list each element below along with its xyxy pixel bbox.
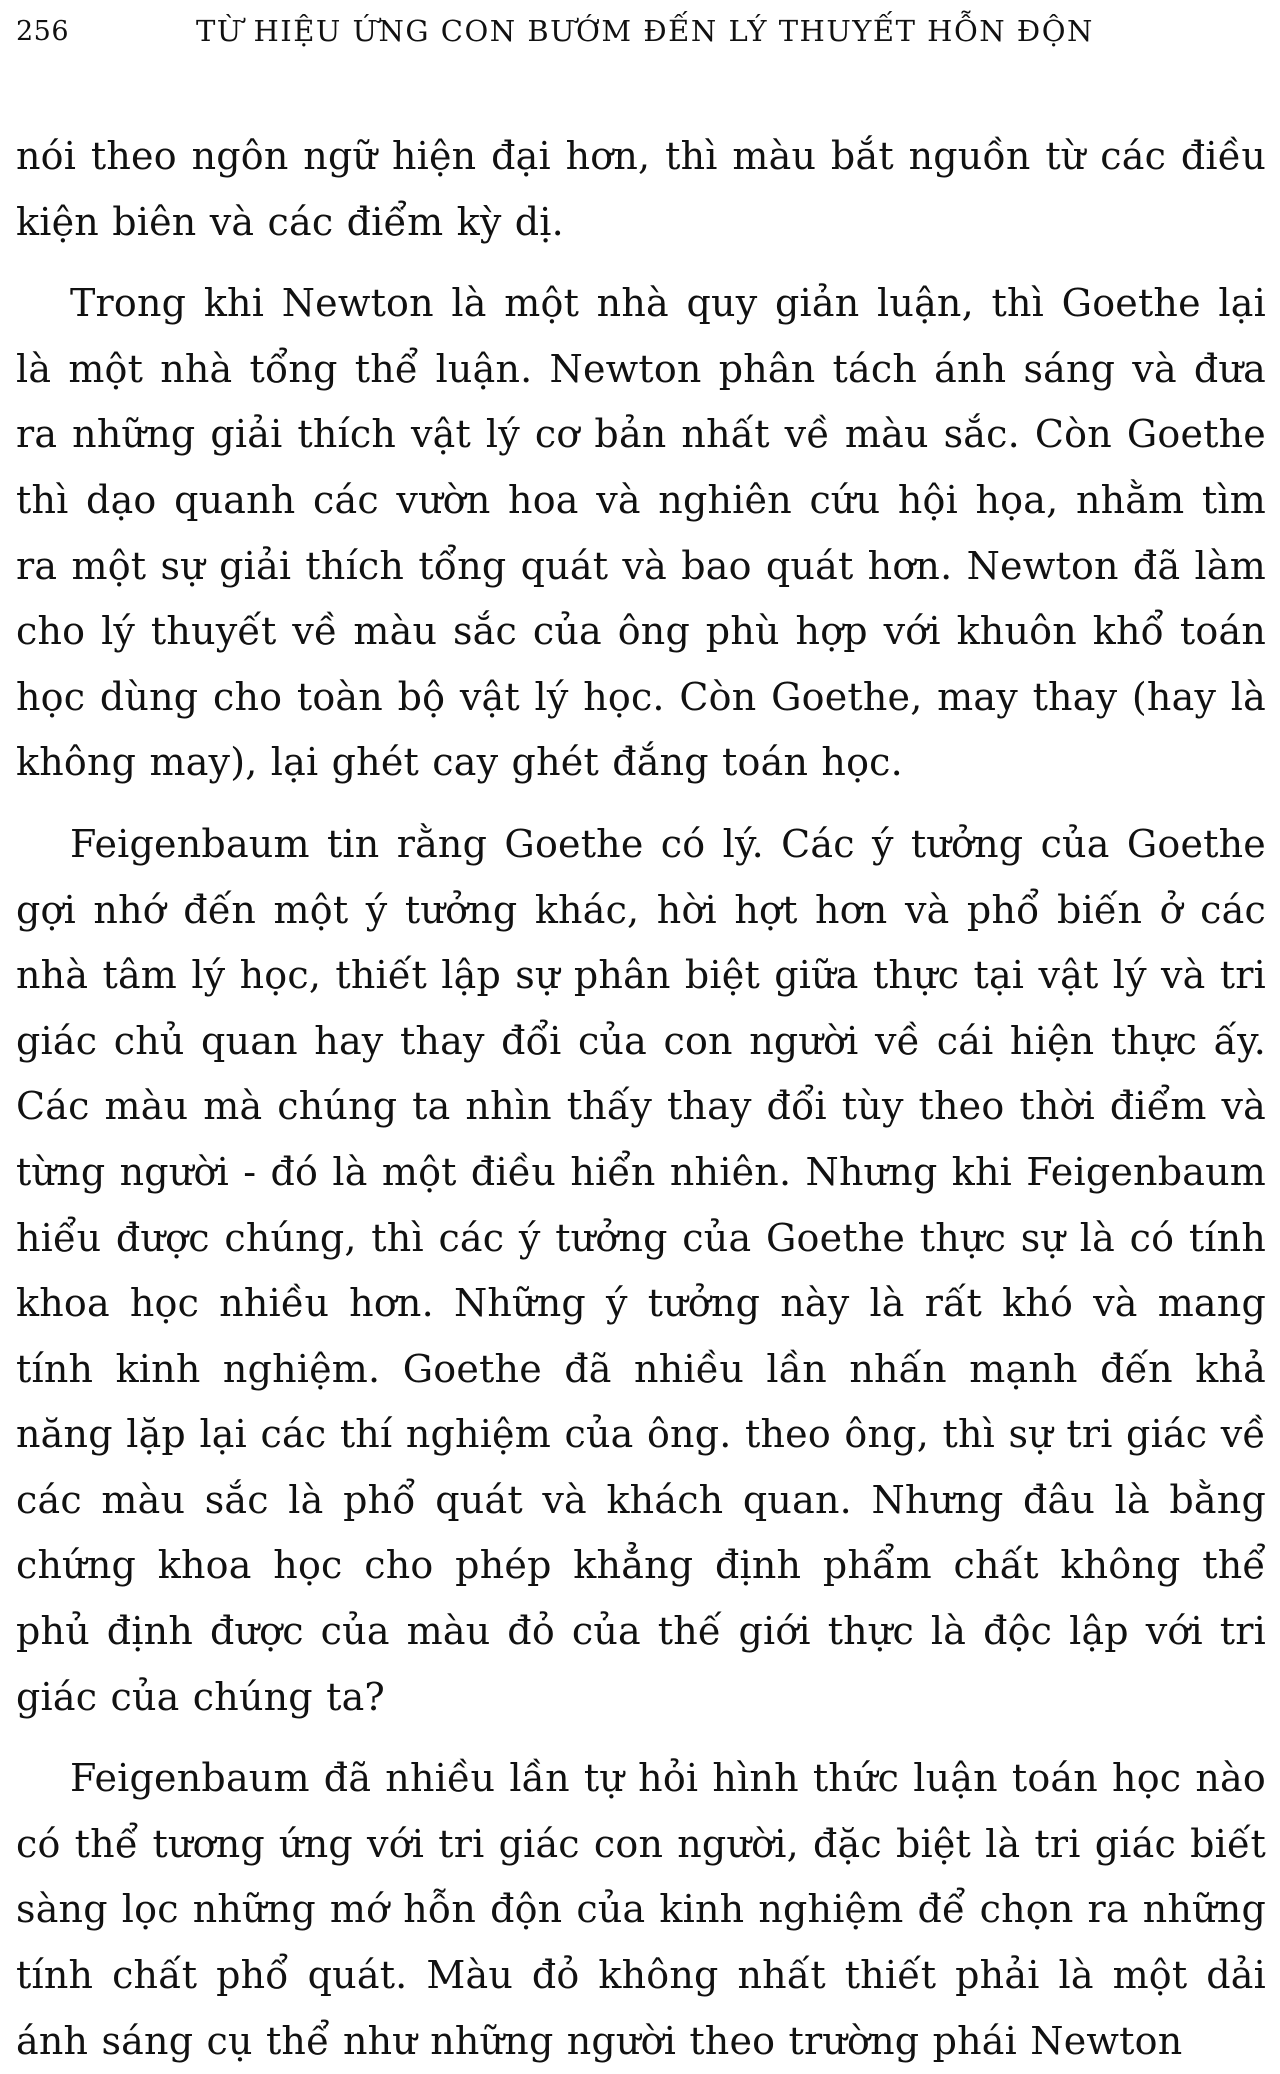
running-title: TỪ HIỆU ỨNG CON BƯỚM ĐẾN LÝ THUYẾT HỖN ĐỘN	[196, 14, 1094, 48]
paragraph: Feigenbaum tin rằng Goethe có lý. Các ý tưởng của Goethe gợi nhớ đến một ý tưởng khác, hời hợt hơn và phổ biến ở các nhà tâm lý học, thiết lập sự phân biệt giữa thực tại vật lý và tri giác chủ quan hay thay đổi của con người về cái hiện thực ấy. Các màu mà chúng ta nhìn thấy thay đổi tùy theo thời điểm và từng người - đó là một điều hiển nhiên. Nhưng khi Feigenbaum hiểu được chúng, thì các ý tưởng của Goethe thực sự là có tính khoa học nhiều hơn. Những ý tưởng này là rất khó và mang tính kinh nghiệm. Goethe đã nhiều lần nhấn mạnh đến khả năng lặp lại các thí nghiệm của ông. theo ông, thì sự tri giác về các màu sắc là phổ quát và khách quan. Nhưng đâu là bằng chứng khoa học cho phép khẳng định phẩm chất không thể phủ định được của màu đỏ của thế giới thực là độc lập với tri giác của chúng ta?	[16, 821, 1266, 1719]
paragraph: Trong khi Newton là một nhà quy giản luận, thì Goethe lại là một nhà tổng thể luận. Newton phân tách ánh sáng và đưa ra những giải thích vật lý cơ bản nhất về màu sắc. Còn Goethe thì dạo quanh các vườn hoa và nghiên cứu hội họa, nhằm tìm ra một sự giải thích tổng quát và bao quát hơn. Newton đã làm cho lý thuyết về màu sắc của ông phù hợp với khuôn khổ toán học dùng cho toàn bộ vật lý học. Còn Goethe, may thay (hay là không may), lại ghét cay ghét đắng toán học.	[16, 281, 1266, 785]
paragraph-continuation: nói theo ngôn ngữ hiện đại hơn, thì màu bắt nguồn từ các điều kiện biên và các điểm kỳ dị.	[16, 134, 1266, 244]
paragraph: Feigenbaum đã nhiều lần tự hỏi hình thức luận toán học nào có thể tương ứng với tri giác con người, đặc biệt là tri giác biết sàng lọc những mớ hỗn độn của kinh nghiệm để chọn ra những tính chất phổ quát. Màu đỏ không nhất thiết phải là một dải ánh sáng cụ thể như những người theo trường phái Newton	[16, 1756, 1266, 2063]
page-number: 256	[16, 15, 70, 47]
body-text	[16, 124, 1266, 2074]
page-header	[16, 0, 1266, 62]
